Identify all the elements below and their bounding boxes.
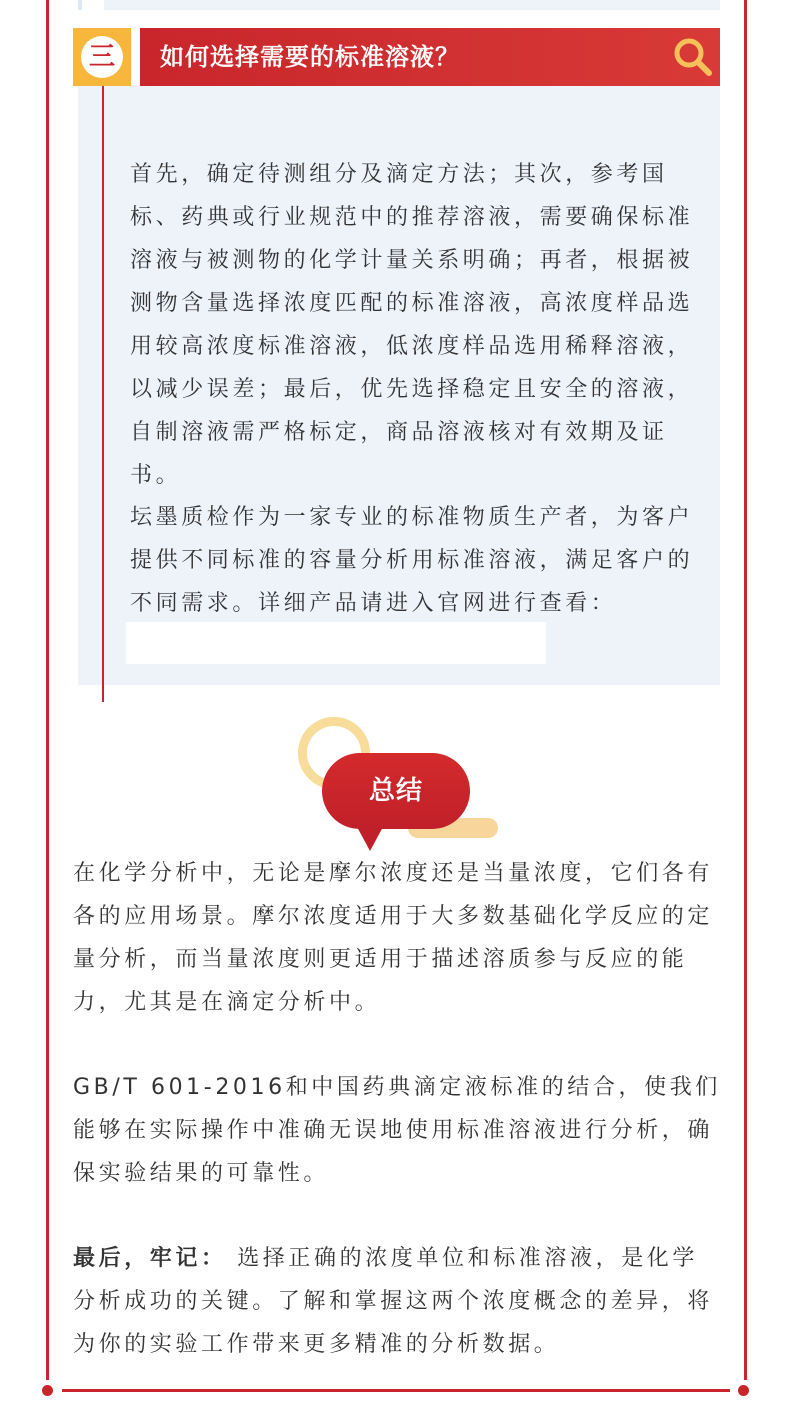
section-paragraph-1: 首先，确定待测组分及滴定方法；其次，参考国标、药典或行业规范中的推荐溶液，需要确保标准溶液与被测物的化学计量关系明确；再者，根据被测物含量选择浓度匹配的标准溶液，高浓度样品选用较高浓度标准溶液，低浓度样品选用稀释溶液，以减少误差；最后，优先选择稳定且安全的溶液，自制溶液需严格标定，商品溶液核对有效期及证书。 [130,162,694,488]
website-link-box[interactable] [126,622,546,664]
summary-bubble [322,753,470,829]
section-number: 三 [88,42,115,72]
summary-bubble-tail [356,825,384,851]
summary-paragraph-3-text: 选择正确的浓度单位和标准溶液，是化学分析成功的关键。了解和掌握这两个浓度概念的差异，将为你的实验工作带来更多精准的分析数据。 [73,1246,714,1357]
frame-corner-dot-right [738,1385,749,1396]
section-title: 如何选择需要的标准溶液？ [160,43,460,71]
previous-section-edge [78,0,82,10]
summary-label: 总结 [368,776,423,806]
frame-right-border [744,0,747,1380]
summary-paragraph-1: 在化学分析中，无论是摩尔浓度还是当量浓度，它们各有各的应用场景。摩尔浓度适用于大多数基础化学反应的定量分析，而当量浓度则更适用于描述溶质参与反应的能力，尤其是在滴定分析中。 [73,861,714,1015]
section-vertical-line [102,70,104,702]
frame-corner-dot-left [42,1385,53,1396]
section-number-badge [73,28,131,86]
section-paragraph-2: 坛墨质检作为一家专业的标准物质生产者，为客户提供不同标准的容量分析用标准溶液，满足客户的不同需求。详细产品请进入官网进行查看： [130,505,694,616]
previous-section-panel [104,0,720,10]
summary-paragraph-3 [73,1237,723,1366]
summary-emphasis: 最后，牢记： [73,1246,227,1271]
section-title-bar [140,28,720,86]
section-number-circle [81,36,123,78]
summary-paragraph-2: GB/T 601-2016和中国药典滴定液标准的结合，使我们能够在实际操作中准确无误地使用标准溶液进行分析，确保实验结果的可靠性。 [73,1075,721,1186]
frame-left-border [46,0,49,1380]
search-icon [672,36,714,78]
frame-bottom-border [62,1389,730,1392]
summary-heading [290,715,510,855]
